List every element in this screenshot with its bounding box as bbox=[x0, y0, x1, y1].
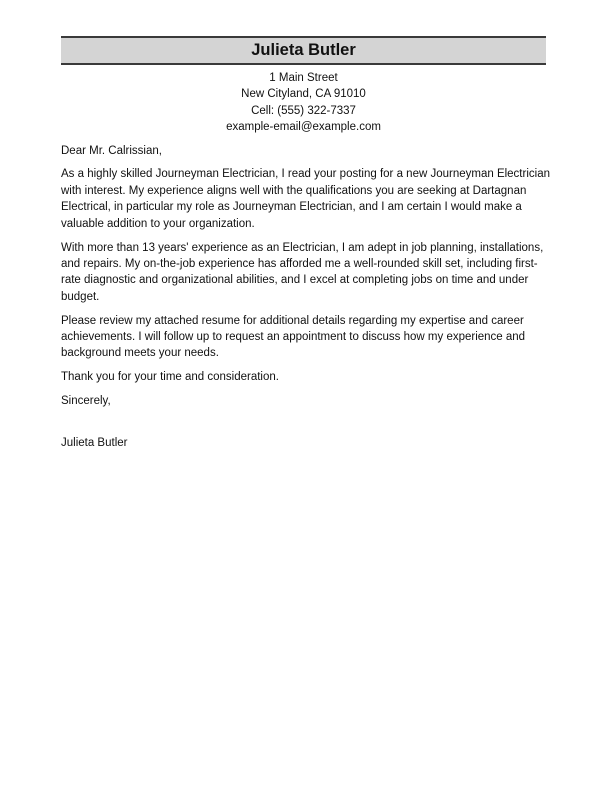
sender-name: Julieta Butler bbox=[251, 41, 356, 59]
body-paragraph: Please review my attached resume for additional details regarding my expertise and career achievements. I will follow up to request an appointment to discuss how my experience and background meets your needs. bbox=[61, 314, 526, 360]
body-paragraph: With more than 13 years' experience as an Electrician, I am adept in job planning, installations, and repairs. My on-the-job experience has afforded me a well-rounded skill set, including first-rate diagnostic and organizational abilities, and I excel at completing jobs on time and under budget. bbox=[61, 241, 544, 303]
letter-body bbox=[61, 143, 551, 452]
salutation: Dear Mr. Calrissian, bbox=[61, 145, 162, 157]
contact-block bbox=[61, 70, 546, 135]
signature: Julieta Butler bbox=[61, 437, 128, 450]
closing: Sincerely, bbox=[61, 394, 111, 407]
contact-street: 1 Main Street bbox=[269, 72, 338, 84]
name-header-bar bbox=[61, 36, 546, 65]
contact-email: example-email@example.com bbox=[226, 120, 381, 133]
contact-city: New Cityland, CA 91010 bbox=[241, 88, 366, 101]
body-paragraph: As a highly skilled Journeyman Electrician, I read your posting for a new Journeyman Electrician with interest. My experience aligns well with the qualifications you are seeking at Dartagnan Electrical, in particular my role as Journeyman Electrician, and I am certain I would make a valuable addition to your organization. bbox=[61, 168, 550, 230]
contact-phone: Cell: (555) 322-7337 bbox=[251, 104, 356, 117]
thanks-line: Thank you for your time and consideration. bbox=[61, 371, 279, 384]
